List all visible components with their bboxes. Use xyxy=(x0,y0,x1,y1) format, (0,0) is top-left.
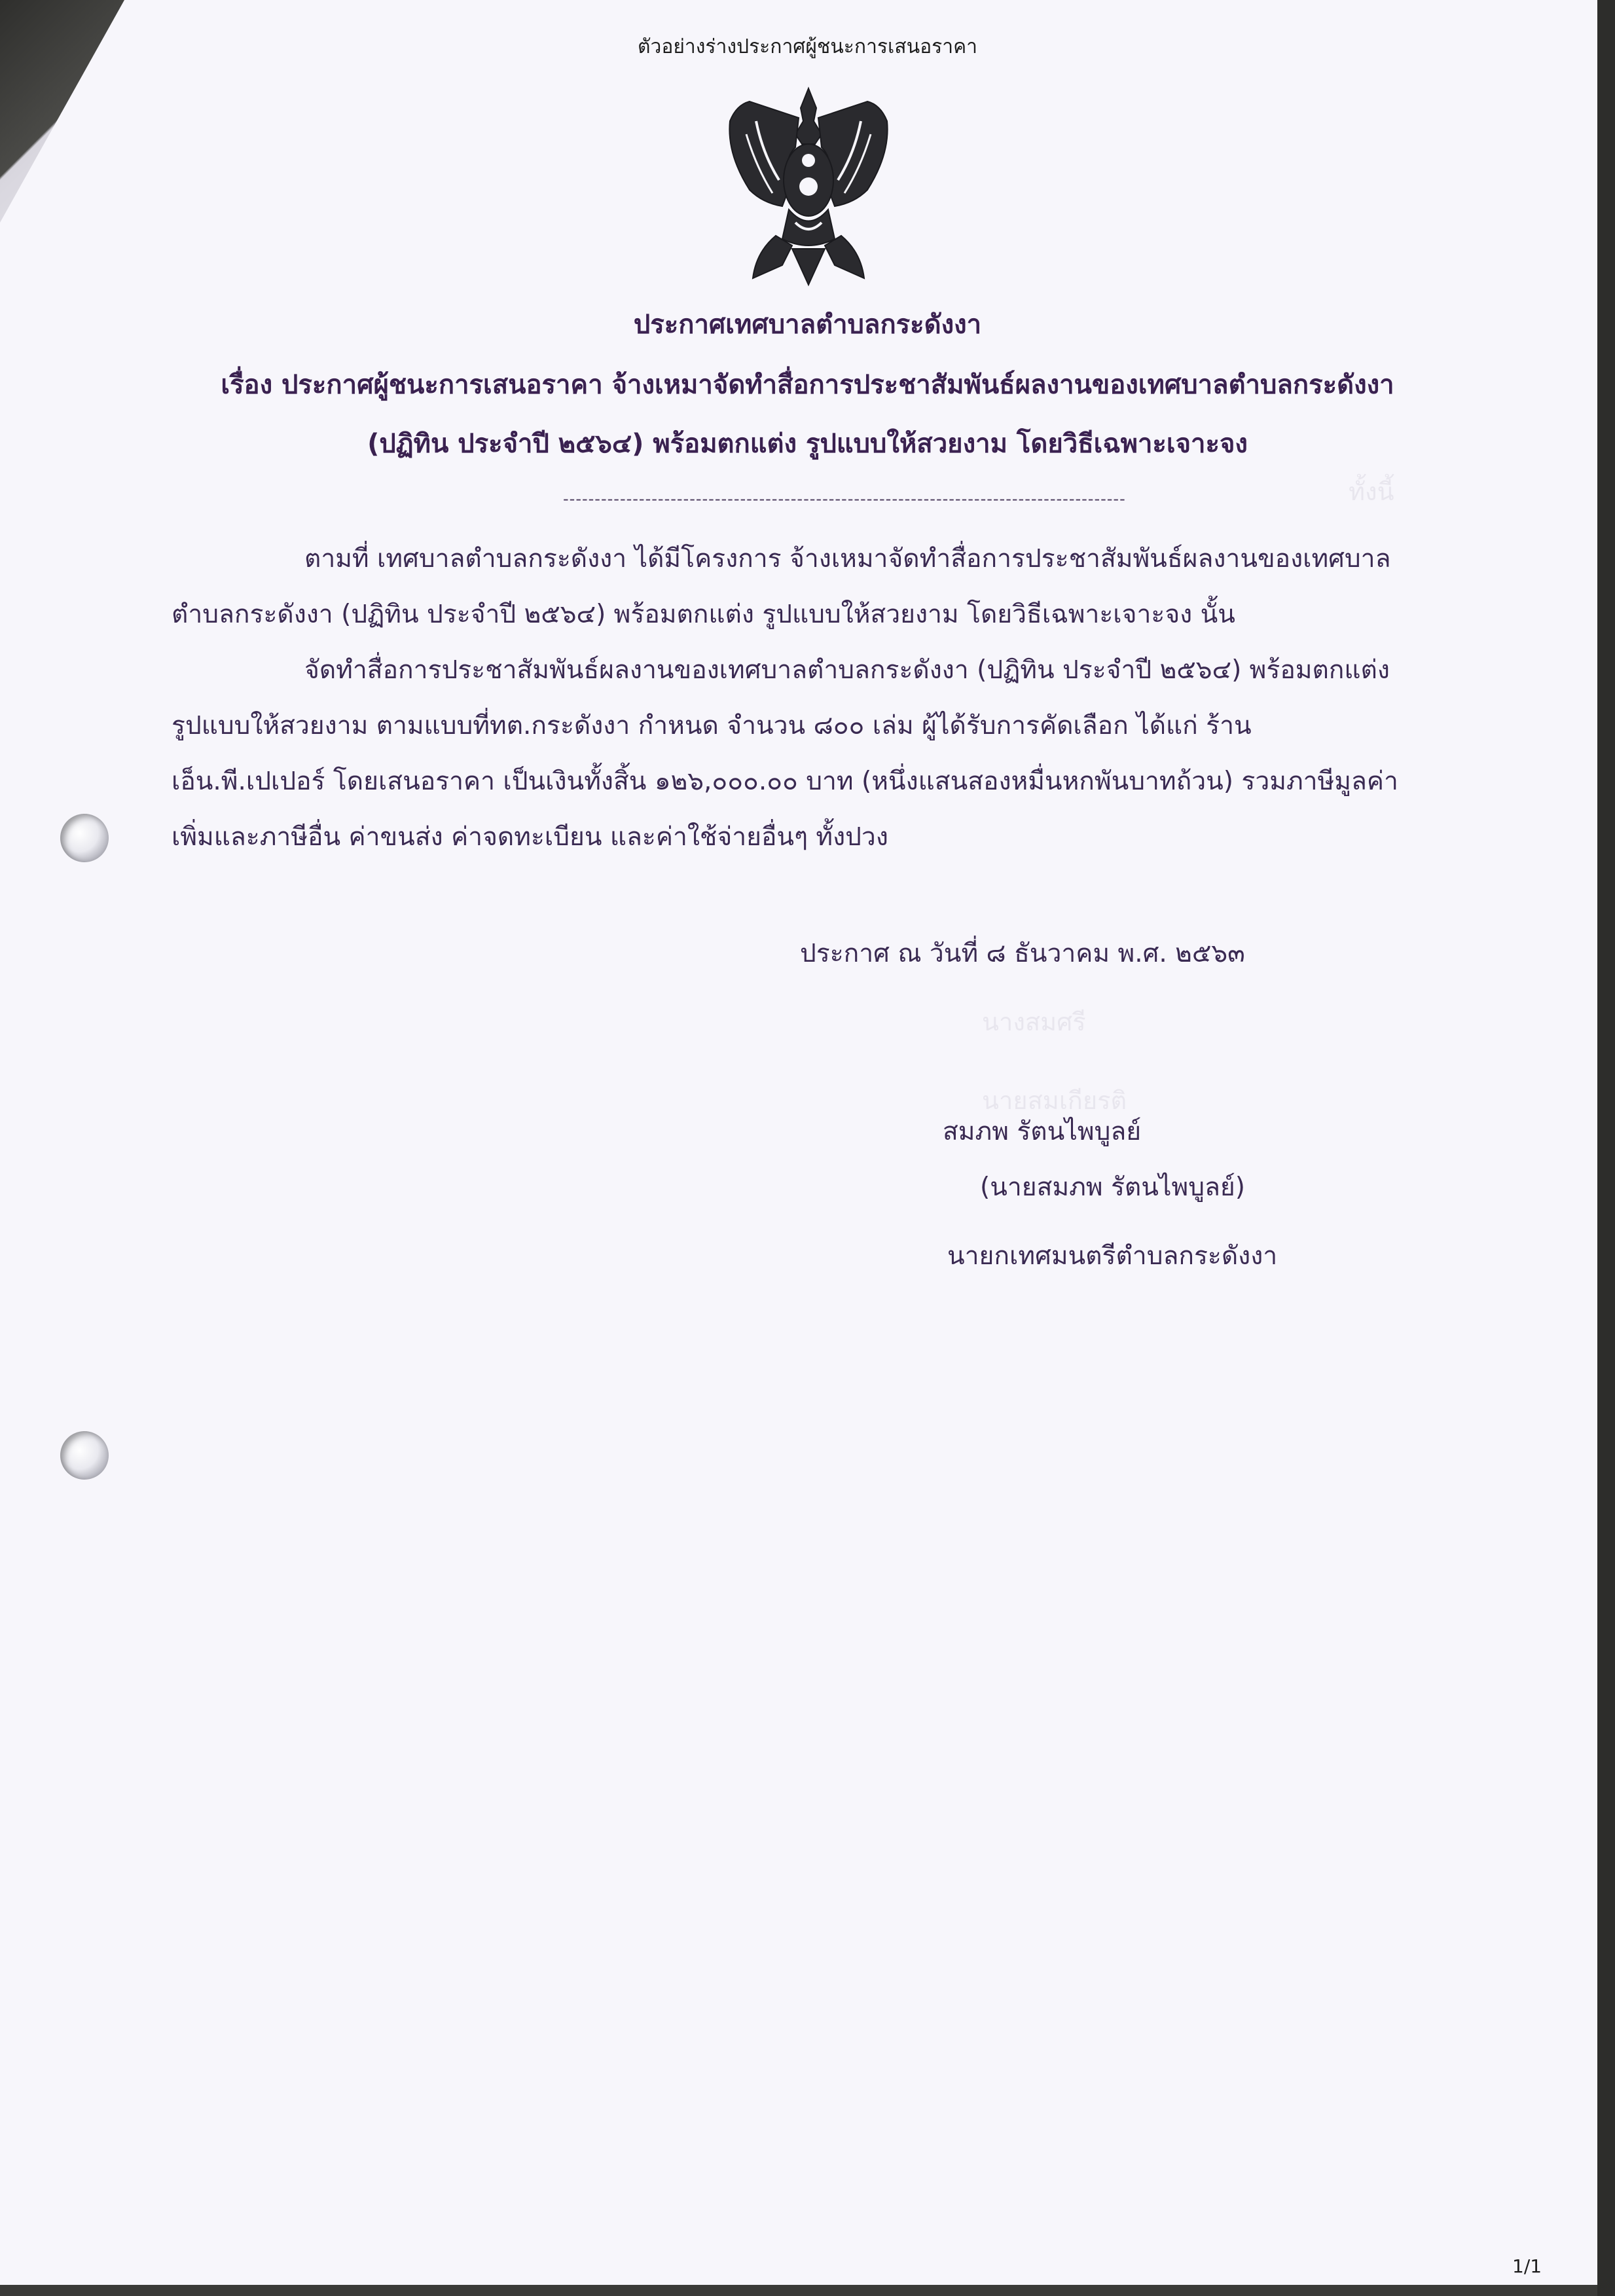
garuda-emblem-icon xyxy=(710,82,907,288)
bleed-through: ทั้งนี้ xyxy=(1349,477,1394,506)
sample-header-note: ตัวอย่างร่างประกาศผู้ชนะการเสนอราคา xyxy=(638,35,977,58)
divider-line: ----------------------------------------------------------------------------------------- xyxy=(563,490,1126,508)
punch-hole-top xyxy=(60,814,109,862)
page-number: 1/1 xyxy=(1512,2255,1542,2277)
announcement-title: ประกาศเทศบาลตำบลกระดังงา xyxy=(633,310,982,340)
punch-hole-bottom xyxy=(60,1431,109,1480)
bleed-through: นายสมเกียรติ xyxy=(982,1086,1127,1115)
paragraph-2-line-1: จัดทำสื่อการประชาสัมพันธ์ผลงานของเทศบาลตำบลกระดังงา (ปฏิทิน ประจำปี ๒๕๖๔) พร้อมตกแต่ง xyxy=(304,655,1390,685)
bleed-through: นางสมศรี xyxy=(982,1008,1086,1036)
signatory-full-name: (นายสมภพ รัตนไพบูลย์) xyxy=(980,1173,1245,1202)
subject-line-1: เรื่อง ประกาศผู้ชนะการเสนอราคา จ้างเหมาจัดทำสื่อการประชาสัมพันธ์ผลงานของเทศบาลตำบลกระดังงา xyxy=(221,370,1394,400)
paragraph-2-line-4: เพิ่มและภาษีอื่น ค่าขนส่ง ค่าจดทะเบียน และค่าใช้จ่ายอื่นๆ ทั้งปวง xyxy=(172,822,888,852)
paragraph-2-line-2: รูปแบบให้สวยงาม ตามแบบที่ทต.กระดังงา กำหนด จำนวน ๘๐๐ เล่ม ผู้ได้รับการคัดเลือก ได้แก่ ร้าน xyxy=(172,711,1252,740)
signature-name: สมภพ รัตนไพบูลย์ xyxy=(943,1117,1142,1146)
subject-line-2: (ปฏิทิน ประจำปี ๒๕๖๔) พร้อมตกแต่ง รูปแบบให้สวยงาม โดยวิธีเฉพาะเจาะจง xyxy=(367,429,1248,459)
paragraph-1-line-1: ตามที่ เทศบาลตำบลกระดังงา ได้มีโครงการ จ้างเหมาจัดทำสื่อการประชาสัมพันธ์ผลงานของเทศบาล xyxy=(304,544,1391,574)
paragraph-2-line-3: เอ็น.พี.เปเปอร์ โดยเสนอราคา เป็นเงินทั้งสิ้น ๑๒๖,๐๐๐.๐๐ บาท (หนึ่งแสนสองหมื่นหกพันบาทถ้วน) รวมภาษีมูลค่า xyxy=(172,767,1398,796)
announcement-date: ประกาศ ณ วันที่ ๘ ธันวาคม พ.ศ. ๒๕๖๓ xyxy=(800,939,1245,968)
signatory-position: นายกเทศมนตรีตำบลกระดังงา xyxy=(947,1241,1278,1271)
paragraph-1-line-2: ตำบลกระดังงา (ปฏิทิน ประจำปี ๒๕๖๔) พร้อมตกแต่ง รูปแบบให้สวยงาม โดยวิธีเฉพาะเจาะจง นั้น xyxy=(172,600,1235,629)
